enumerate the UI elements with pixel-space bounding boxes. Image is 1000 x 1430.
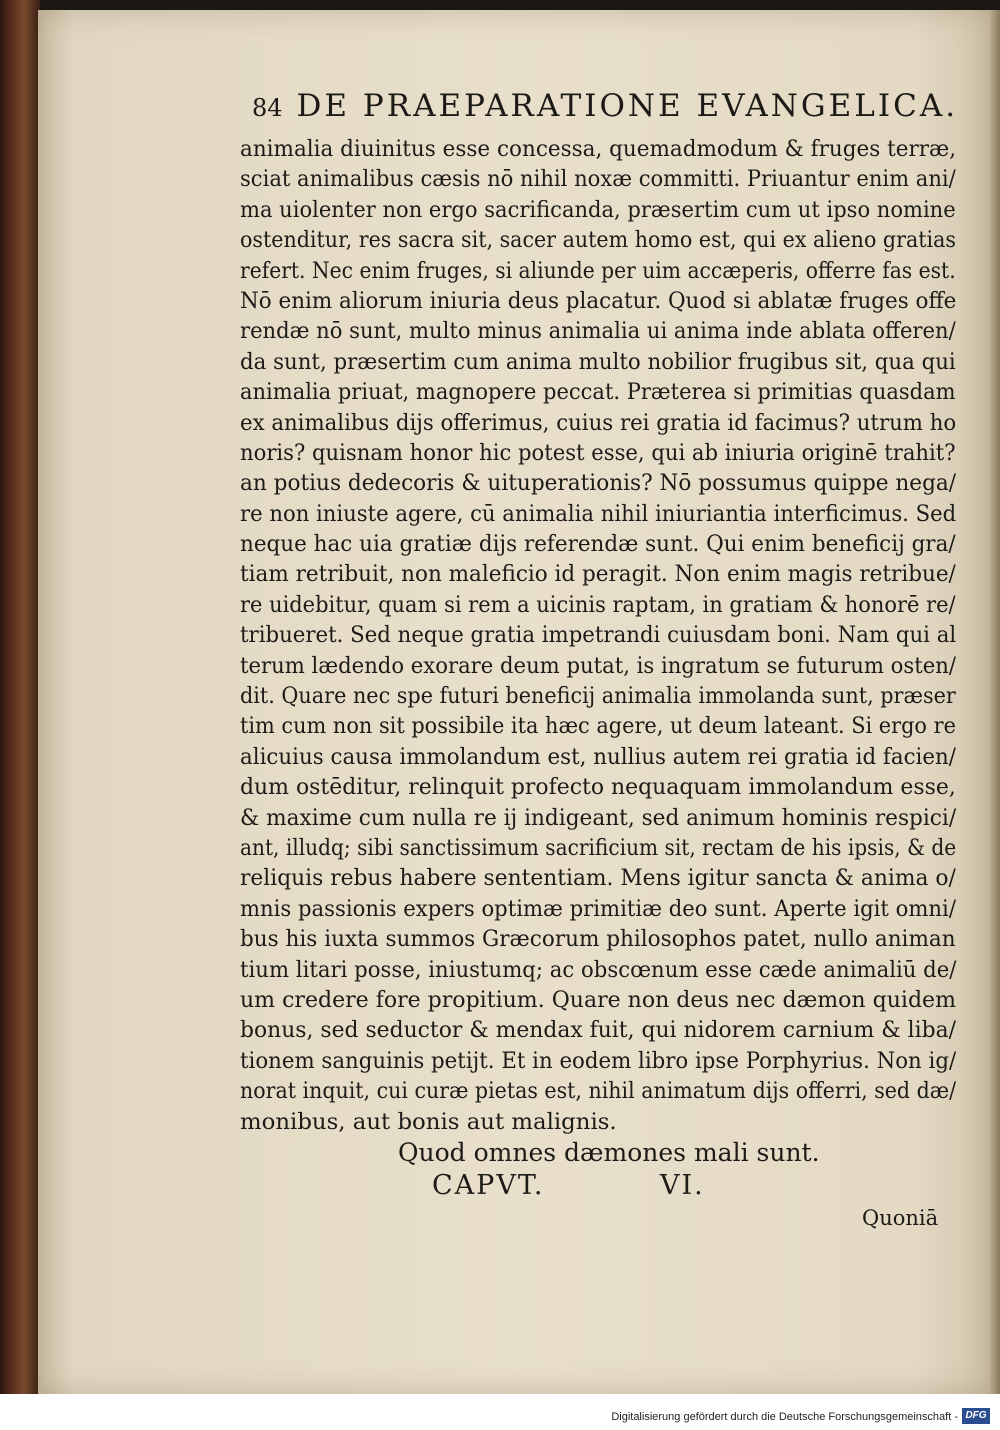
text-line: & maxime cum nulla re ij indigeant, sed animum hominis respici/: [240, 804, 957, 831]
text-line: Nō enim aliorum iniuria deus placatur. Quod si ablatæ fruges offe: [240, 287, 957, 314]
text-line: an potius dedecoris & uituperationis? Nō possumus quippe nega/: [240, 470, 957, 497]
text-line: da sunt, præsertim cum anima multo nobilior frugibus sit, qua qui: [240, 348, 956, 375]
text-line: ostenditur, res sacra sit, sacer autem homo est, qui ex alieno gratias: [240, 227, 956, 254]
body-text: [240, 134, 956, 1137]
text-line: tribueret. Sed neque gratia impetrandi cuiusdam boni. Nam qui al: [240, 622, 957, 649]
text-line: dum ostēditur, relinquit profecto nequaquam immolandum esse,: [240, 774, 956, 801]
text-line: um credere fore propitium. Quare non deus nec dæmon quidem: [240, 986, 956, 1013]
book-spine: [0, 0, 40, 1394]
text-line: dit. Quare nec spe futuri beneficij animalia immolanda sunt, præser: [240, 683, 956, 710]
text-line: terum lædendo exorare deum putat, is ingratum se futurum osten/: [240, 652, 956, 679]
text-line: rendæ nō sunt, multo minus animalia ui anima inde ablata offeren/: [240, 318, 956, 345]
text-line: tionem sanguinis petijt. Et in eodem libro ipse Porphyrius. Non ig/: [240, 1047, 957, 1074]
text-line: reliquis rebus habere sententiam. Mens igitur sancta & anima o/: [240, 865, 956, 892]
text-line: animalia priuat, magnopere peccat. Præterea si primitias quasdam: [240, 379, 956, 406]
text-line: sciat animalibus cæsis nō nihil noxæ committi. Priuantur enim ani/: [240, 166, 956, 193]
text-line: refert. Nec enim fruges, si aliunde per uim accæperis, offerre fas est.: [240, 257, 956, 284]
running-head-title: DE PRAEPARATIONE EVANGELICA.: [296, 88, 959, 124]
text-line: re uidebitur, quam si rem a uicinis raptam, in gratiam & honorē re/: [240, 591, 956, 618]
text-line: ex animalibus dijs offerimus, cuius rei gratia id facimus? utrum ho: [240, 409, 957, 436]
text-line: animalia diuinitus esse concessa, quemadmodum & fruges terræ,: [240, 136, 957, 162]
text-line: tium litari posse, iniustumq; ac obscœnum esse cæde animaliū de/: [240, 956, 957, 983]
catchword: Quoniā: [862, 1206, 939, 1230]
text-line: monibus, aut bonis aut malignis.: [240, 1108, 617, 1135]
text-line: bonus, sed seductor & mendax fuit, qui nidorem carnium & liba/: [240, 1017, 956, 1044]
text-line: neque hac uia gratiæ dijs referendæ sunt. Qui enim beneficij gra/: [240, 531, 956, 558]
dfg-logo: DFG: [962, 1408, 990, 1424]
text-line: mnis passionis expers optimæ primitiæ deo sunt. Aperte igit omni/: [240, 895, 956, 922]
text-line: noris? quisnam honor hic potest esse, qui ab iniuria originē trahit?: [240, 439, 956, 466]
text-line: norat inquit, cui curæ pietas est, nihil animatum dijs offerri, sed dæ/: [240, 1078, 957, 1105]
digitization-credit: Digitalisierung gefördert durch die Deutsche Forschungsgemeinschaft -: [611, 1411, 958, 1423]
text-line: re non iniuste agere, cū animalia nihil iniuriantia interficimus. Sed: [240, 500, 957, 527]
page-edge: [990, 10, 1000, 1394]
running-head: [252, 88, 962, 128]
text-line: ma uiolenter non ergo sacrificanda, præsertim cum ut ipso nomine: [240, 196, 956, 223]
text-line: ant, illudq; sibi sanctissimum sacrificium sit, rectam de his ipsis, & de: [240, 834, 957, 861]
chapter-number: VI.: [660, 1170, 705, 1201]
text-line: tiam retribuit, non maleficio id peragit. Non enim magis retribue/: [240, 561, 956, 588]
chapter-title: Quod omnes dæmones mali sunt.: [398, 1138, 820, 1167]
text-line: tim cum non sit possibile ita hæc agere, ut deum lateant. Si ergo re: [240, 713, 956, 740]
chapter-label: CAPVT.: [432, 1170, 545, 1201]
text-line: alicuius causa immolandum est, nullius autem rei gratia id facien/: [240, 743, 956, 770]
text-line: bus his iuxta summos Græcorum philosophos patet, nullo animan: [240, 926, 956, 953]
page-number: 84: [252, 94, 283, 122]
